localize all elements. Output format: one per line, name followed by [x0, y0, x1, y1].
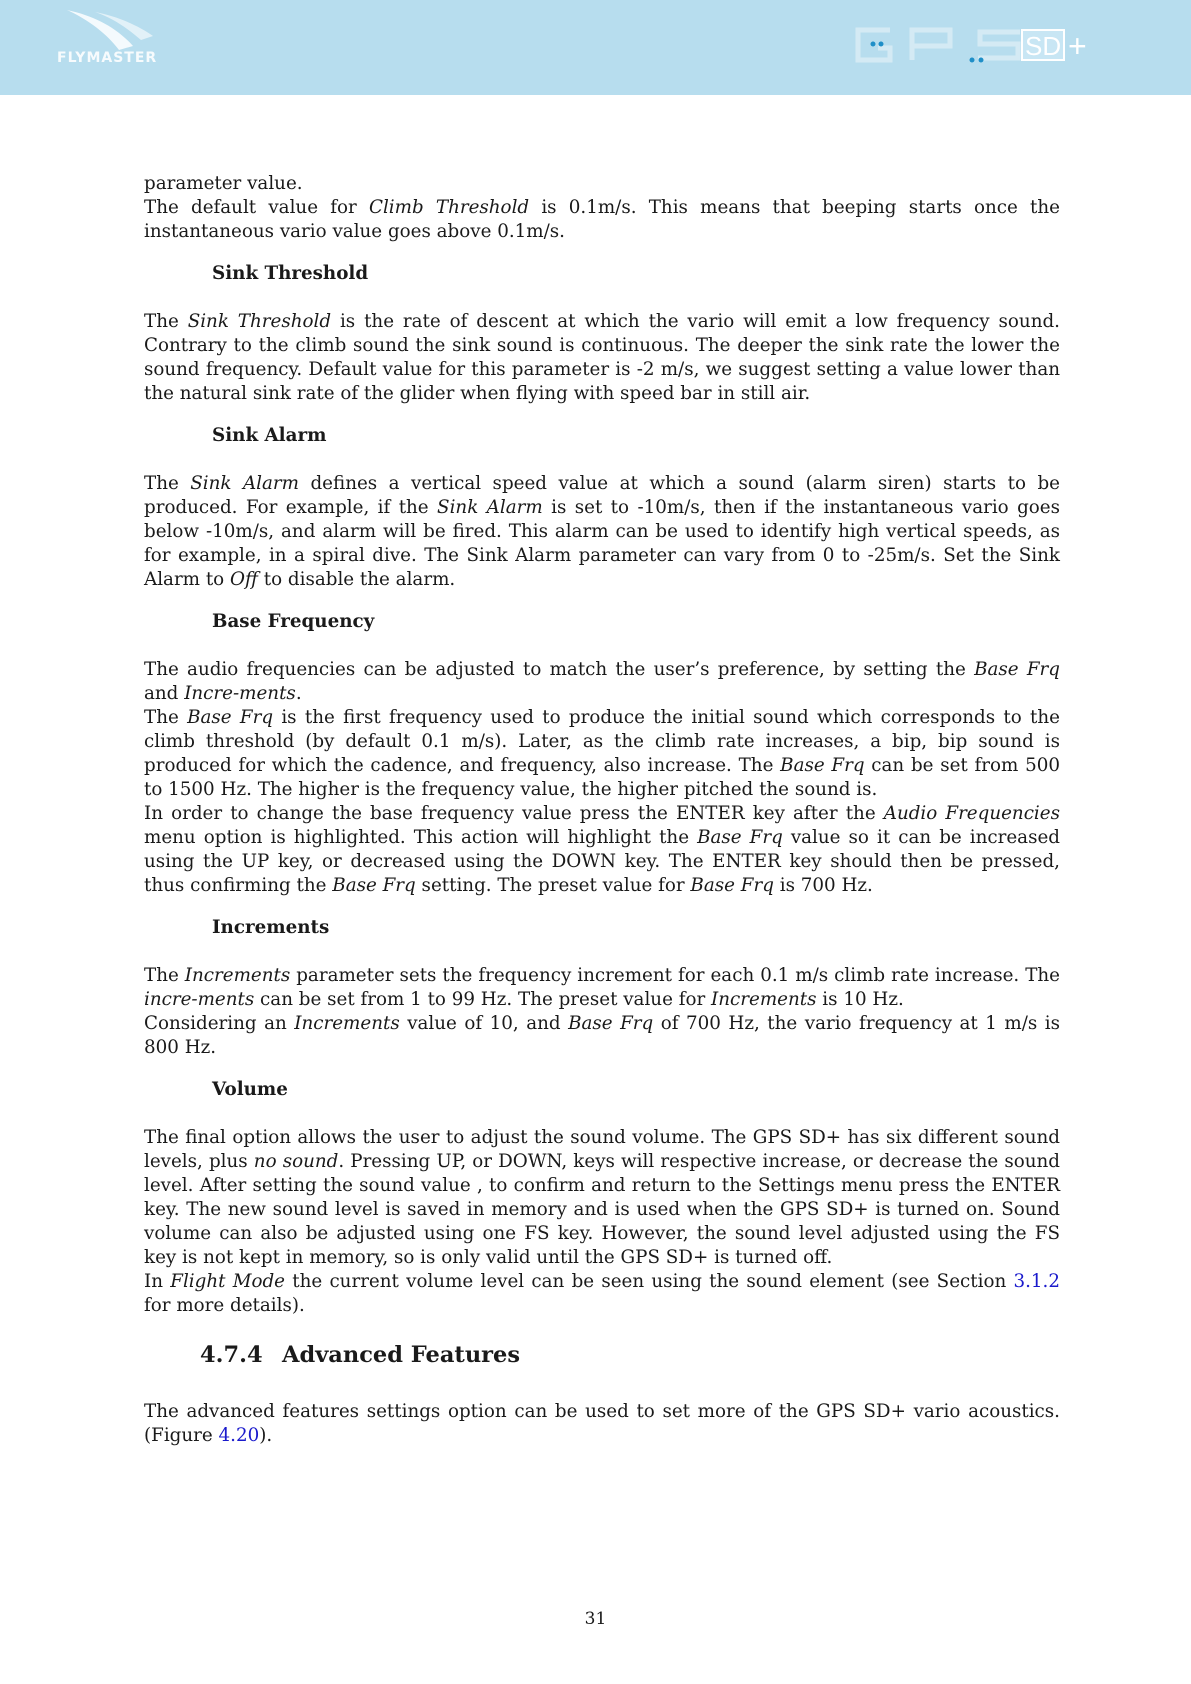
heading-sink-alarm: Sink Alarm	[212, 425, 327, 446]
paragraph-sink-threshold: The Sink Threshold is the rate of descent at which the vario will emit a low frequency sound. Contrary to the climb sound the sink sound is continuous. The deeper the sink rate the lower the sound frequency. Default value for this parameter is -2 m/s, we suggest setting a value lower than the natural sink rate of the glider when flying with speed bar in still air.	[144, 311, 1060, 404]
figure-link-4-20[interactable]: 4.20	[218, 1425, 260, 1446]
logo-sd-text: SD	[1025, 31, 1062, 61]
page-content	[144, 172, 1060, 1448]
paragraph-sink-alarm: The Sink Alarm defines a vertical speed value at which a sound (alarm siren) starts to be produced. For example, if the Sink Alarm is set to -10m/s, then if the instantaneous vario goes below -10m/s, and alarm will be fired. This alarm can be used to identify high vertical speeds, as for example, in a spiral dive. The Sink Alarm parameter can vary from 0 to -25m/s. Set the Sink Alarm to Off to disable the alarm.	[144, 473, 1061, 590]
paragraph-increments-example: Considering an Increments value of 10, and Base Frq of 700 Hz, the vario frequency at 1 m/s is 800 Hz.	[144, 1013, 1060, 1058]
brand-logo-text: FLYMASTER	[57, 50, 158, 66]
paragraph-flight-mode-volume: In Flight Mode the current volume level can be seen using the sound element (see Section 3.1.2 for more details).	[144, 1271, 1060, 1316]
gps-sd-plus-logo	[850, 24, 1140, 70]
page-header	[0, 0, 1191, 95]
section-title: Advanced Features	[282, 1342, 521, 1368]
paragraph-climb-threshold-default: The default value for Climb Threshold is 0.1m/s. This means that beeping starts once the instantaneous vario value goes above 0.1m/s.	[144, 197, 1060, 242]
paragraph-advanced-features: The advanced features settings option can be used to set more of the GPS SD+ vario acoustics. (Figure 4.20).	[144, 1401, 1060, 1446]
heading-sink-threshold: Sink Threshold	[212, 263, 369, 284]
paragraph-volume: The final option allows the user to adjust the sound volume. The GPS SD+ has six different sound levels, plus no sound. Pressing UP, or DOWN, keys will respective increase, or decrease the sound level. After setting the sound value , to confirm and return to the Settings menu press the ENTER key. The new sound level is saved in memory and is used when the GPS SD+ is turned on. Sound volume can also be adjusted using one FS key. However, the sound level adjusted using the FS key is not kept in memory, so is only valid until the GPS SD+ is turned off.	[144, 1127, 1060, 1268]
paragraph-base-frq: The Base Frq is the first frequency used to produce the initial sound which corresponds to the climb threshold (by default 0.1 m/s). Later, as the climb rate increases, a bip, bip sound is produced for which the cadence, and frequency, also increase. The Base Frq can be set from 500 to 1500 Hz. The higher is the frequency value, the higher pitched the sound is.	[144, 707, 1060, 800]
section-number: 4.7.4	[200, 1342, 263, 1368]
heading-volume: Volume	[212, 1079, 288, 1100]
section-heading-advanced-features	[200, 1340, 1060, 1370]
heading-base-frequency: Base Frequency	[212, 611, 375, 632]
section-link-3-1-2[interactable]: 3.1.2	[1013, 1271, 1060, 1292]
paragraph-change-base-frequency: In order to change the base frequency value press the ENTER key after the Audio Frequencies menu option is highlighted. This action will highlight the Base Frq value so it can be increased using the UP key, or decreased using the DOWN key. The ENTER key should then be pressed, thus confirming the Base Frq setting. The preset value for Base Frq is 700 Hz.	[144, 803, 1060, 896]
paragraph-increments: The Increments parameter sets the frequency increment for each 0.1 m/s climb rate increase. The incre-ments can be set from 1 to 99 Hz. The preset value for Increments is 10 Hz.	[144, 965, 1060, 1010]
logo-plus-text: +	[1068, 28, 1087, 64]
paragraph-parameter-value: parameter value.	[144, 173, 303, 194]
paragraph-audio-frequencies: The audio frequencies can be adjusted to match the user’s preference, by setting the Base Frq and Incre-ments.	[144, 659, 1060, 704]
page-number: 31	[584, 1609, 607, 1629]
heading-increments: Increments	[212, 917, 330, 938]
